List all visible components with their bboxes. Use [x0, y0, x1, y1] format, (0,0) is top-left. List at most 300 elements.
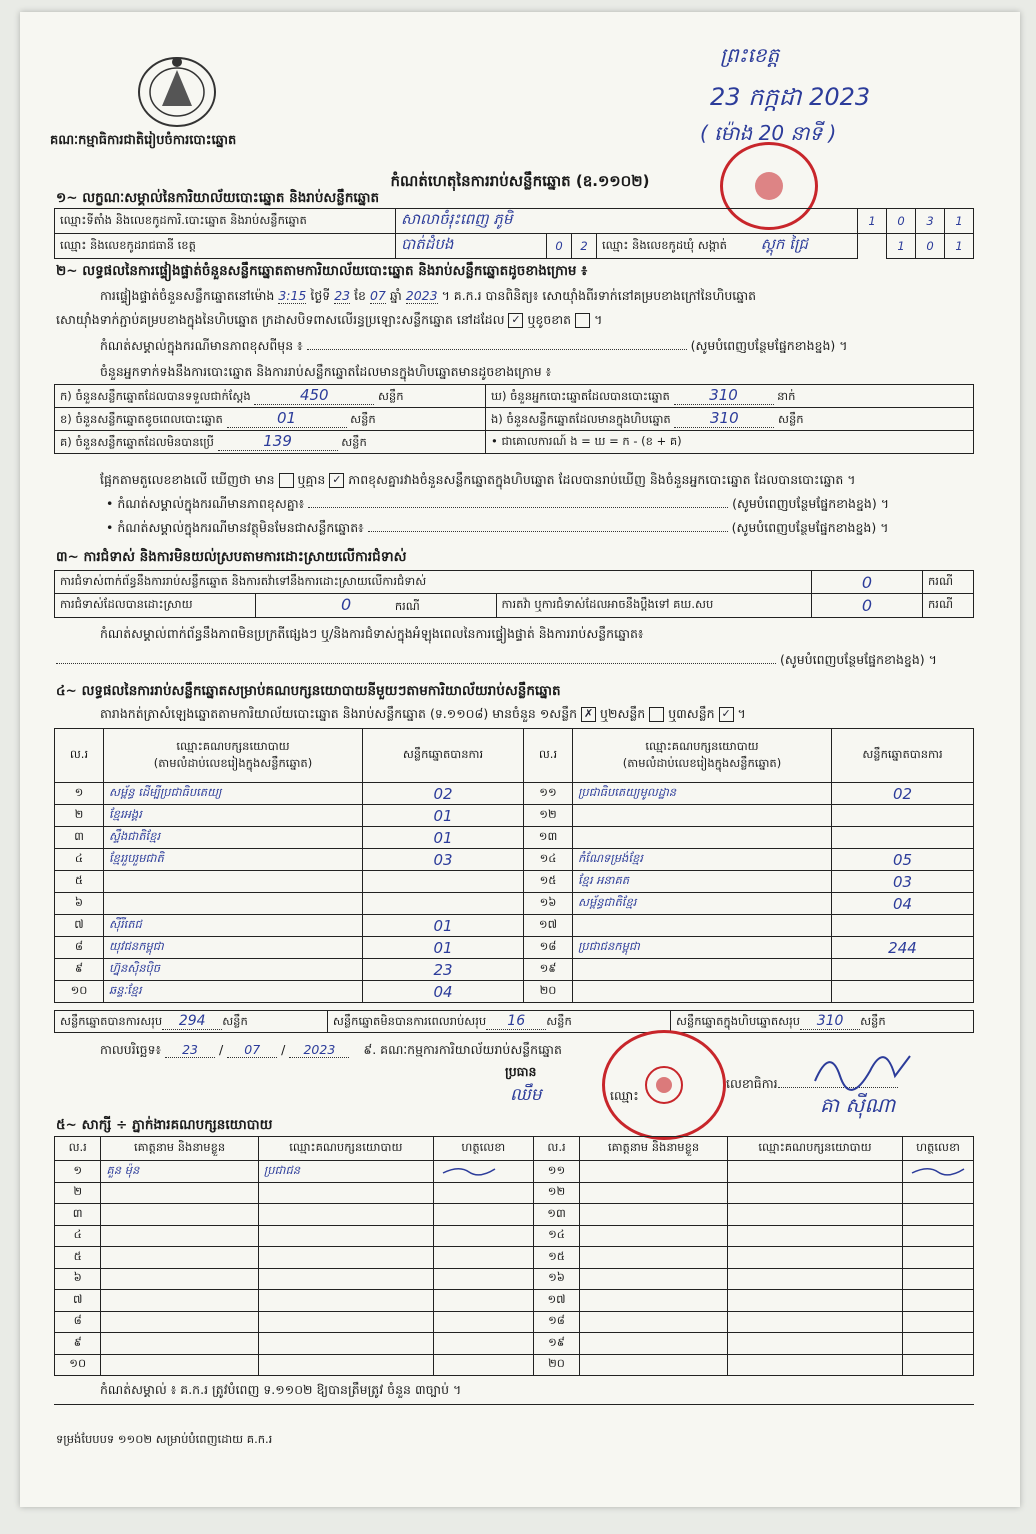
s2-para1: [100, 288, 980, 307]
s2-para1-e: ។ គ.ក.រ បានពិនិត្យ៖ សោយ៉ាំងពីរទាក់នៅគម្របខាងក្រៅនៃហិបឆ្នោត: [441, 288, 757, 303]
s2-kh-cell: [55, 408, 486, 431]
result-no: ៨: [55, 937, 104, 959]
s3-r1-value: 0: [812, 571, 923, 594]
s2-k-value: 450: [254, 386, 374, 405]
s4-results-body: [55, 783, 974, 1003]
s2-para2-line: សោយ៉ាំងទាក់ភ្ជាប់គម្របខាងក្នុងនៃហិបឆ្នោត ក្រដាសបិទពាសលើរន្ធប្រឡោះសន្លឹកឆ្នោត នៅដដែល ✓ ឬខូចខាត ។: [56, 312, 603, 327]
s4-h-party-2: (តាមលំដាប់លេខរៀងក្នុងសន្លឹកឆ្នោត): [153, 755, 313, 770]
witness-no: ១០: [55, 1354, 101, 1376]
result-no: ២: [55, 805, 104, 827]
witness-no: ១៩: [533, 1333, 579, 1355]
s2-ko-label: គ) ចំនួនសន្លឹកឆ្នោតដែលមិនបានប្រើ: [60, 435, 214, 449]
witness-no: ៥: [55, 1247, 101, 1269]
section5-title: ៥~ សាក្សី ÷ ភ្នាក់ងារគណបក្សនយោបាយ: [56, 1117, 273, 1133]
witness-party: [727, 1268, 902, 1290]
result-no: ១៦: [524, 893, 573, 915]
s4-h-party: [104, 729, 363, 783]
result-votes: 04: [363, 981, 524, 1003]
witness-party: [258, 1354, 433, 1376]
s2-note1: កំណត់សម្គាល់ក្នុងករណីមានភាពខុសពីមុន ៖: [100, 338, 303, 353]
s1-row1-value: សាលាចំរុះពេញ ភូមិ: [396, 209, 858, 234]
s4-sub-line: តារាងកត់ត្រាសំឡេងឆ្នោតតាមការិយាល័យបោះឆ្នោត និងរាប់សន្លឹកឆ្នោត (ទ.១១០៨) មានចំនួន ១សន្លឹក ✗ ឬ២សន្លឹក ឬ៣សន្លឹក ✓ ។: [100, 706, 746, 721]
s4-h-no: ល.រ: [524, 729, 573, 783]
witness-party: [727, 1204, 902, 1226]
stamp-emblem-icon: [744, 166, 794, 206]
dots: [368, 531, 728, 532]
nec-emblem-icon: [132, 48, 222, 130]
s2-para1-b: ថ្ងៃទី: [310, 288, 331, 303]
fill-more-text: (សូមបំពេញបន្ថែមផ្នែកខាងខ្នង) ។: [731, 520, 889, 535]
s2-ng-cell: [486, 408, 974, 431]
result-party: ស៊ីរីតេជ: [104, 915, 363, 937]
result-no: ១៧: [524, 915, 573, 937]
witness-no: ១២: [533, 1182, 579, 1204]
s2-k-cell: [55, 385, 486, 408]
s5-h-sign: ហត្ថលេខា: [433, 1137, 533, 1161]
fill-more-text: (សូមបំពេញបន្ថែមផ្នែកខាងខ្នង) ។: [732, 496, 889, 511]
witness-row: [55, 1204, 974, 1226]
result-votes: [832, 981, 974, 1003]
witness-no: ១៣: [533, 1204, 579, 1226]
s3-r2-value: 0: [341, 595, 352, 614]
witness-signature: [433, 1354, 533, 1376]
witness-signature: [433, 1290, 533, 1312]
s1-commune: ស្ដុក ជ្រៃ: [760, 235, 808, 253]
witness-party: [258, 1204, 433, 1226]
result-party: [104, 871, 363, 893]
result-row: [55, 893, 974, 915]
result-votes: [832, 827, 974, 849]
case-label: ករណី: [923, 594, 974, 618]
result-party: ប្រជាជនកម្ពុជា: [573, 937, 832, 959]
s4-h-party: [573, 729, 832, 783]
s5-h-no: ល.រ: [55, 1137, 101, 1161]
s5-h-no: ល.រ: [533, 1137, 579, 1161]
witness-row: [55, 1225, 974, 1247]
s4-date-month: 07: [227, 1042, 277, 1058]
s4-h-party-2: (តាមលំដាប់លេខរៀងក្នុងសន្លឹកឆ្នោត): [622, 755, 782, 770]
section1-title: ១~ លក្ខណៈសម្គាល់នៃការិយាល័យបោះឆ្នោត និងរាប់សន្លឹកឆ្នោត: [56, 190, 380, 206]
witness-party: [727, 1182, 902, 1204]
one-sheet-checkbox[interactable]: ✗: [581, 707, 596, 722]
s2-note1-line: [100, 338, 980, 357]
unit: សន្លឹក: [341, 435, 367, 449]
s4-sum1-cell: [55, 1011, 328, 1033]
s4-sub: តារាងកត់ត្រាសំឡេងឆ្នោតតាមការិយាល័យបោះឆ្នោត និងរាប់សន្លឹកឆ្នោត (ទ.១១០៨) មានចំនួន ១សន្លឹក: [100, 706, 578, 721]
s4-sum2-cell: [327, 1011, 670, 1033]
secretary-signature-icon: [810, 1036, 920, 1096]
witness-signature: [903, 1290, 974, 1312]
witness-party: [258, 1182, 433, 1204]
witness-no: ១: [55, 1161, 101, 1183]
witness-party: [258, 1290, 433, 1312]
witness-no: ៨: [55, 1311, 101, 1333]
s2-para1-a: ការផ្ទៀងផ្ទាត់ចំនួនសន្លឹកឆ្នោតនៅម៉ោង: [100, 288, 275, 303]
three-sheets-checkbox[interactable]: ✓: [719, 707, 734, 722]
unit: នាក់: [777, 389, 796, 403]
s4-sum3-cell: [670, 1011, 973, 1033]
witness-party: [727, 1311, 902, 1333]
stamp-emblem-icon: [634, 1060, 694, 1110]
witness-name: [101, 1333, 258, 1355]
s1-code: 0: [887, 209, 916, 234]
s4-h-no: ល.រ: [55, 729, 104, 783]
s4-chair-signature: ឈឹម: [510, 1085, 542, 1105]
s2-para4-a: ផ្អែកតាមតួលេខខាងលើ ឃើញថា មាន: [100, 472, 275, 487]
unit: សន្លឹក: [860, 1013, 886, 1028]
no-difference-checkbox[interactable]: ✓: [329, 473, 344, 488]
witness-row: [55, 1333, 974, 1355]
s2-ng-label: ង) ចំនួនសន្លឹកឆ្នោតដែលមានក្នុងហិបឆ្នោត: [491, 412, 671, 426]
s4-h-party-1: ឈ្មោះគណបក្សនយោបាយ: [645, 738, 759, 753]
witness-no: ៧: [55, 1290, 101, 1312]
s1-province: បាត់ដំបង: [396, 234, 547, 259]
result-party: [573, 915, 832, 937]
result-votes: 02: [363, 783, 524, 805]
witness-name: [101, 1225, 258, 1247]
witness-no: ១៥: [533, 1247, 579, 1269]
witness-signature: [433, 1247, 533, 1269]
s2-para4-b: ឬគ្មាន: [297, 472, 326, 487]
witness-row: [55, 1311, 974, 1333]
s4-sub2: ឬ២សន្លឹក: [600, 706, 646, 721]
result-party: [573, 805, 832, 827]
form-footer: ទម្រង់បែបបទ ១១០២ សម្រាប់បំពេញដោយ គ.ក.រ: [56, 1432, 273, 1446]
witness-name: [101, 1290, 258, 1312]
result-no: ៤: [55, 849, 104, 871]
witness-party: [727, 1247, 902, 1269]
result-row: [55, 937, 974, 959]
s4-sum2-label: សន្លឹកឆ្នោតមិនបានការពេលរាប់សរុប: [332, 1013, 487, 1028]
s3-r2-label2: ការតវ៉ា ឬការជំទាស់ដែលអាចនឹងប្ដឹងទៅ គឃ.សប: [496, 594, 811, 618]
witness-signature: [433, 1225, 533, 1247]
form-page: [20, 12, 1020, 1507]
witness-party: [258, 1311, 433, 1333]
s4-h-party-1: ឈ្មោះគណបក្សនយោបាយ: [176, 738, 290, 753]
witness-signature: [903, 1247, 974, 1269]
result-no: ៩: [55, 959, 104, 981]
result-party: សម្ព័ន្ធជាតិខ្មែរ: [573, 893, 832, 915]
s2-day: 23: [334, 288, 351, 303]
handwritten-date: 23 កក្កដា 2023: [710, 83, 871, 111]
result-votes: 01: [363, 937, 524, 959]
result-party: ឆន្ទៈខ្មែរ: [104, 981, 363, 1003]
witness-signature-icon: [908, 1163, 968, 1177]
result-votes: 05: [832, 849, 974, 871]
s2-count-table: [54, 384, 974, 454]
two-sheets-checkbox[interactable]: [649, 707, 664, 722]
result-row: [55, 915, 974, 937]
handwritten-location: ព្រះខេត្ត: [720, 43, 780, 67]
witness-no: ១៤: [533, 1225, 579, 1247]
s2-time: 3:15: [278, 288, 307, 303]
section2-title: ២~ លទ្ធផលនៃការផ្ទៀងផ្ទាត់ចំនួនសន្លឹកឆ្នោតតាមការិយាល័យបោះឆ្នោត និងរាប់សន្លឹកឆ្នោតដូចខាងក្រោម ៖: [56, 263, 588, 279]
result-party: [573, 959, 832, 981]
witness-signature-icon: [439, 1163, 499, 1177]
s4-sub3: ឬ៣សន្លឹក: [668, 706, 715, 721]
s2-para4: [100, 472, 856, 491]
fill-more-text: (សូមបំពេញបន្ថែមផ្នែកខាងខ្នង) ។: [779, 652, 937, 667]
witness-no: ៦: [55, 1268, 101, 1290]
s1-commune-label: ឈ្មោះ និងលេខកូដឃុំ សង្កាត់: [602, 238, 727, 252]
witness-party: [727, 1225, 902, 1247]
result-no: ១៣: [524, 827, 573, 849]
result-party: [573, 981, 832, 1003]
result-no: ៦: [55, 893, 104, 915]
result-no: ១១: [524, 783, 573, 805]
result-row: [55, 849, 974, 871]
s2-para1-c: ខែ: [354, 288, 366, 303]
damaged-label: ឬខូចខាត: [527, 312, 572, 327]
s2-para1-d: ឆ្នាំ: [389, 288, 402, 303]
s2-bullet2-line: [106, 520, 976, 539]
witness-name: [101, 1311, 258, 1333]
s4-date-day: 23: [165, 1042, 215, 1058]
s2-para4-c: ភាពខុសគ្នារវាងចំនួនសន្លឹកឆ្នោតក្នុងហិបឆ្នោត ដែលបានរាប់ឃើញ និងចំនួនអ្នកបោះឆ្នោត ដែលបានបោះឆ្នោត ។: [348, 472, 856, 487]
witness-row: [55, 1290, 974, 1312]
result-votes: 02: [832, 783, 974, 805]
witness-signature: [903, 1182, 974, 1204]
s5-h-party: ឈ្មោះគណបក្សនយោបាយ: [727, 1137, 902, 1161]
s2-ko-cell: [55, 431, 486, 454]
result-no: ១៨: [524, 937, 573, 959]
result-votes: 04: [832, 893, 974, 915]
s2-para3: ចំនួនអ្នកទាក់ទងនឹងការបោះឆ្នោត និងការរាប់សន្លឹកឆ្នោតដែលមានក្នុងហិបឆ្នោតមានដូចខាងក្រោម ៖: [100, 364, 552, 379]
s2-year: 2023: [405, 288, 438, 303]
witness-party: [258, 1333, 433, 1355]
s5-h-name: គោត្តនាម និងនាមខ្លួន: [580, 1137, 728, 1161]
s3-table: [54, 570, 974, 618]
handwritten-time: ( ម៉ោង 20 នាទី ): [700, 121, 837, 145]
org-name: គណៈកម្មាធិការជាតិរៀបចំការបោះឆ្នោត: [50, 133, 237, 148]
s1-code: 1: [858, 209, 887, 234]
witness-signature: [903, 1225, 974, 1247]
unit: សន្លឹក: [377, 389, 404, 403]
witness-party: [258, 1247, 433, 1269]
witness-name: [580, 1225, 728, 1247]
result-no: ២០: [524, 981, 573, 1003]
witness-no: ៤: [55, 1225, 101, 1247]
witness-party: ប្រជាជន: [258, 1161, 433, 1183]
result-party: សម្ព័ន្ធ ដើម្បីប្រជាធិបតេយ្យ: [104, 783, 363, 805]
result-party: ហ្វ៊ុនស៊ិនប៉ិច: [104, 959, 363, 981]
result-no: ១៥: [524, 871, 573, 893]
s5-witness-body: [55, 1161, 974, 1376]
result-no: ១២: [524, 805, 573, 827]
witness-signature: [433, 1161, 533, 1183]
result-votes: [832, 959, 974, 981]
witness-no: ១៧: [533, 1290, 579, 1312]
result-votes: 01: [363, 915, 524, 937]
witness-signature: [903, 1268, 974, 1290]
s4-h-votes: សន្លឹកឆ្នោតបានការ: [363, 729, 524, 783]
result-no: ១៩: [524, 959, 573, 981]
s1-commune-cell: [597, 234, 858, 259]
s3-note-line: [56, 652, 976, 671]
s4-date-label: កាលបរិច្ឆេទ៖: [100, 1042, 162, 1057]
s2-kh-value: 01: [227, 409, 347, 428]
unit: សន្លឹក: [350, 412, 376, 426]
witness-signature: [903, 1204, 974, 1226]
result-votes: 03: [363, 849, 524, 871]
has-difference-checkbox[interactable]: [279, 473, 294, 488]
section1-table: [54, 208, 974, 259]
witness-name: [580, 1268, 728, 1290]
case-label: ករណី: [394, 599, 420, 613]
s4-sum3-value: 310: [800, 1013, 860, 1030]
witness-row: [55, 1354, 974, 1376]
result-votes: [363, 871, 524, 893]
s2-note1-dots: [307, 349, 687, 350]
section3-title: ៣~ ការជំទាស់ និងការមិនយល់ស្របតាមការដោះស្រាយលើការជំទាស់: [56, 549, 407, 565]
s3-note: កំណត់សម្គាល់ពាក់ព័ន្ធនឹងភាពមិនប្រក្រតីផ្សេងៗ ឬ/និងការជំទាស់ក្នុងអំឡុងពេលនៃការផ្ទៀងផ្ទាត់ និងការរាប់សន្លឹកឆ្នោត៖: [100, 626, 644, 641]
s2-ko-value: 139: [218, 432, 338, 451]
result-party: ស្ទឹងជាតិខ្មែរ: [104, 827, 363, 849]
s3-r2-cell: [256, 594, 497, 618]
s3-r1-label: ការជំទាស់ពាក់ព័ន្ធនឹងការរាប់សន្លឹកឆ្នោត និងការតវ៉ាទៅនឹងការដោះស្រាយលើការជំទាស់: [55, 571, 812, 594]
witness-signature: [903, 1311, 974, 1333]
witness-no: ១៦: [533, 1268, 579, 1290]
case-label: ករណី: [923, 571, 974, 594]
s1-province-code: 0: [547, 234, 572, 259]
witness-name: [580, 1182, 728, 1204]
witness-name: [580, 1333, 728, 1355]
s2-gh-label: ឃ) ចំនួនអ្នកបោះឆ្នោតដែលបានបោះឆ្នោត: [491, 389, 670, 403]
fill-more-text: (សូមបំពេញបន្ថែមផ្នែកខាងខ្នង) ។: [690, 338, 848, 353]
result-no: ១៤: [524, 849, 573, 871]
witness-name: [580, 1290, 728, 1312]
s5-h-party: ឈ្មោះគណបក្សនយោបាយ: [258, 1137, 433, 1161]
witness-signature: [433, 1333, 533, 1355]
s4-secretary-name: គា ស៊ីណា: [820, 1093, 896, 1117]
witness-party: [727, 1290, 902, 1312]
witness-row: [55, 1182, 974, 1204]
s4-committee: ៩. គណៈកម្មការការិយាល័យរាប់សន្លឹកឆ្នោត: [363, 1042, 562, 1057]
result-party: [573, 827, 832, 849]
witness-signature: [433, 1182, 533, 1204]
result-votes: 23: [363, 959, 524, 981]
result-votes: 01: [363, 827, 524, 849]
witness-row: [55, 1268, 974, 1290]
witness-signature: [433, 1268, 533, 1290]
dots: [56, 663, 776, 664]
section4-title: ៤~ លទ្ធផលនៃការរាប់សន្លឹកឆ្នោតសម្រាប់គណបក្សនយោបាយនីមួយៗតាមការិយាល័យរាប់សន្លឹកឆ្នោត: [56, 683, 561, 699]
s4-results-table: [54, 728, 974, 1003]
s2-bullet1: • កំណត់សម្គាល់ក្នុងករណីមានភាពខុសគ្នា៖: [106, 496, 305, 511]
witness-signature: [903, 1161, 974, 1183]
witness-name: [101, 1268, 258, 1290]
result-votes: 244: [832, 937, 974, 959]
witness-no: ២០: [533, 1354, 579, 1376]
s2-para2: សោយ៉ាំងទាក់ភ្ជាប់គម្របខាងក្នុងនៃហិបឆ្នោត ក្រដាសបិទពាសលើរន្ធប្រឡោះសន្លឹកឆ្នោត នៅដដែល: [56, 312, 505, 327]
s1-row1-label: ឈ្មោះទីតាំង និងលេខកូដការិ.បោះឆ្នោត និងរាប់សន្លឹកឆ្នោត: [55, 209, 396, 234]
s4-sum2-value: 16: [486, 1013, 546, 1030]
s5-note: កំណត់សម្គាល់ ៖ គ.ក.រ ត្រូវបំពេញ ទ.១១០២ ឱ្យបានត្រឹមត្រូវ ចំនួន ៣ច្បាប់ ។: [100, 1382, 462, 1397]
result-no: ៥: [55, 871, 104, 893]
divider: [54, 1404, 974, 1405]
witness-no: ៣: [55, 1204, 101, 1226]
result-row: [55, 783, 974, 805]
result-row: [55, 871, 974, 893]
witness-party: [727, 1161, 902, 1183]
result-row: [55, 959, 974, 981]
witness-row: [55, 1247, 974, 1269]
witness-signature: [433, 1204, 533, 1226]
s4-sum1-label: សន្លឹកឆ្នោតបានការសរុប: [60, 1013, 163, 1028]
dots: [308, 507, 728, 508]
s1-code: 3: [916, 209, 945, 234]
unit: សន្លឹក: [778, 412, 804, 426]
witness-party: [727, 1333, 902, 1355]
result-party: ខ្មែររួបរួមជាតិ: [104, 849, 363, 871]
witness-signature: [903, 1354, 974, 1376]
witness-party: [727, 1354, 902, 1376]
s2-bullet2: • កំណត់សម្គាល់ក្នុងករណីមានវត្ថុមិនមែនជាសន្លឹកឆ្នោត៖: [106, 520, 364, 535]
witness-no: ១១: [533, 1161, 579, 1183]
witness-no: ១៨: [533, 1311, 579, 1333]
witness-name: [101, 1354, 258, 1376]
result-row: [55, 981, 974, 1003]
witness-signature: [903, 1333, 974, 1355]
s5-h-name: គោត្តនាម និងនាមខ្លួន: [101, 1137, 258, 1161]
witness-signature: [433, 1311, 533, 1333]
result-party: ប្រជាធិបតេយ្យមូលដ្ឋាន: [573, 783, 832, 805]
s2-kh-label: ខ) ចំនួនសន្លឹកឆ្នោតខូចពេលបោះឆ្នោត: [60, 412, 223, 426]
result-votes: [363, 893, 524, 915]
s4-h-votes: សន្លឹកឆ្នោតបានការ: [832, 729, 974, 783]
witness-name: [580, 1354, 728, 1376]
s4-name-label: ឈ្មោះ: [610, 1088, 639, 1103]
unit: សន្លឹក: [222, 1013, 248, 1028]
stamp-committee: [602, 1030, 726, 1140]
s2-bullet1-line: [106, 496, 976, 515]
witness-party: [258, 1225, 433, 1247]
witness-name: [101, 1204, 258, 1226]
witness-name: [580, 1161, 728, 1183]
s4-sum1-value: 294: [162, 1013, 222, 1030]
s4-date-year: 2023: [289, 1042, 349, 1058]
result-no: ៣: [55, 827, 104, 849]
s5-witness-table: [54, 1136, 974, 1376]
result-party: [104, 893, 363, 915]
result-row: [55, 805, 974, 827]
s2-gh-cell: [486, 385, 974, 408]
form-title: កំណត់ហេតុនៃការរាប់សន្លឹកឆ្នោត (ឧ.១១០២): [390, 172, 650, 190]
witness-row: [55, 1161, 974, 1183]
s2-formula: • ជាគោលការណ៍ ង = ឃ = ក - (ខ + គ): [486, 431, 974, 454]
s4-chair-label: ប្រធាន: [505, 1064, 537, 1079]
damaged-checkbox[interactable]: [575, 313, 590, 328]
s4-sum3-label: សន្លឹកឆ្នោតក្នុងហិបឆ្នោតសរុប: [675, 1013, 801, 1028]
witness-name: [580, 1204, 728, 1226]
witness-no: ៩: [55, 1333, 101, 1355]
s2-k-label: ក) ចំនួនសន្លឹកឆ្នោតដែលបានទទួលជាក់ស្ដែង: [60, 389, 251, 403]
s1-code: 1: [945, 209, 974, 234]
result-votes: 01: [363, 805, 524, 827]
witness-name: [101, 1182, 258, 1204]
result-votes: [832, 915, 974, 937]
s1-commune-code: 0: [916, 234, 945, 259]
result-no: ៧: [55, 915, 104, 937]
s2-ng-value: 310: [674, 409, 774, 428]
result-no: ១: [55, 783, 104, 805]
s1-province-code: 2: [572, 234, 597, 259]
s3-r2-label: ការជំទាស់ដែលបានដោះស្រាយ: [55, 594, 256, 618]
result-party: ខ្មែរអង្គរ: [104, 805, 363, 827]
unit: សន្លឹក: [546, 1013, 572, 1028]
witness-name: [580, 1311, 728, 1333]
intact-checkbox[interactable]: ✓: [508, 313, 523, 328]
